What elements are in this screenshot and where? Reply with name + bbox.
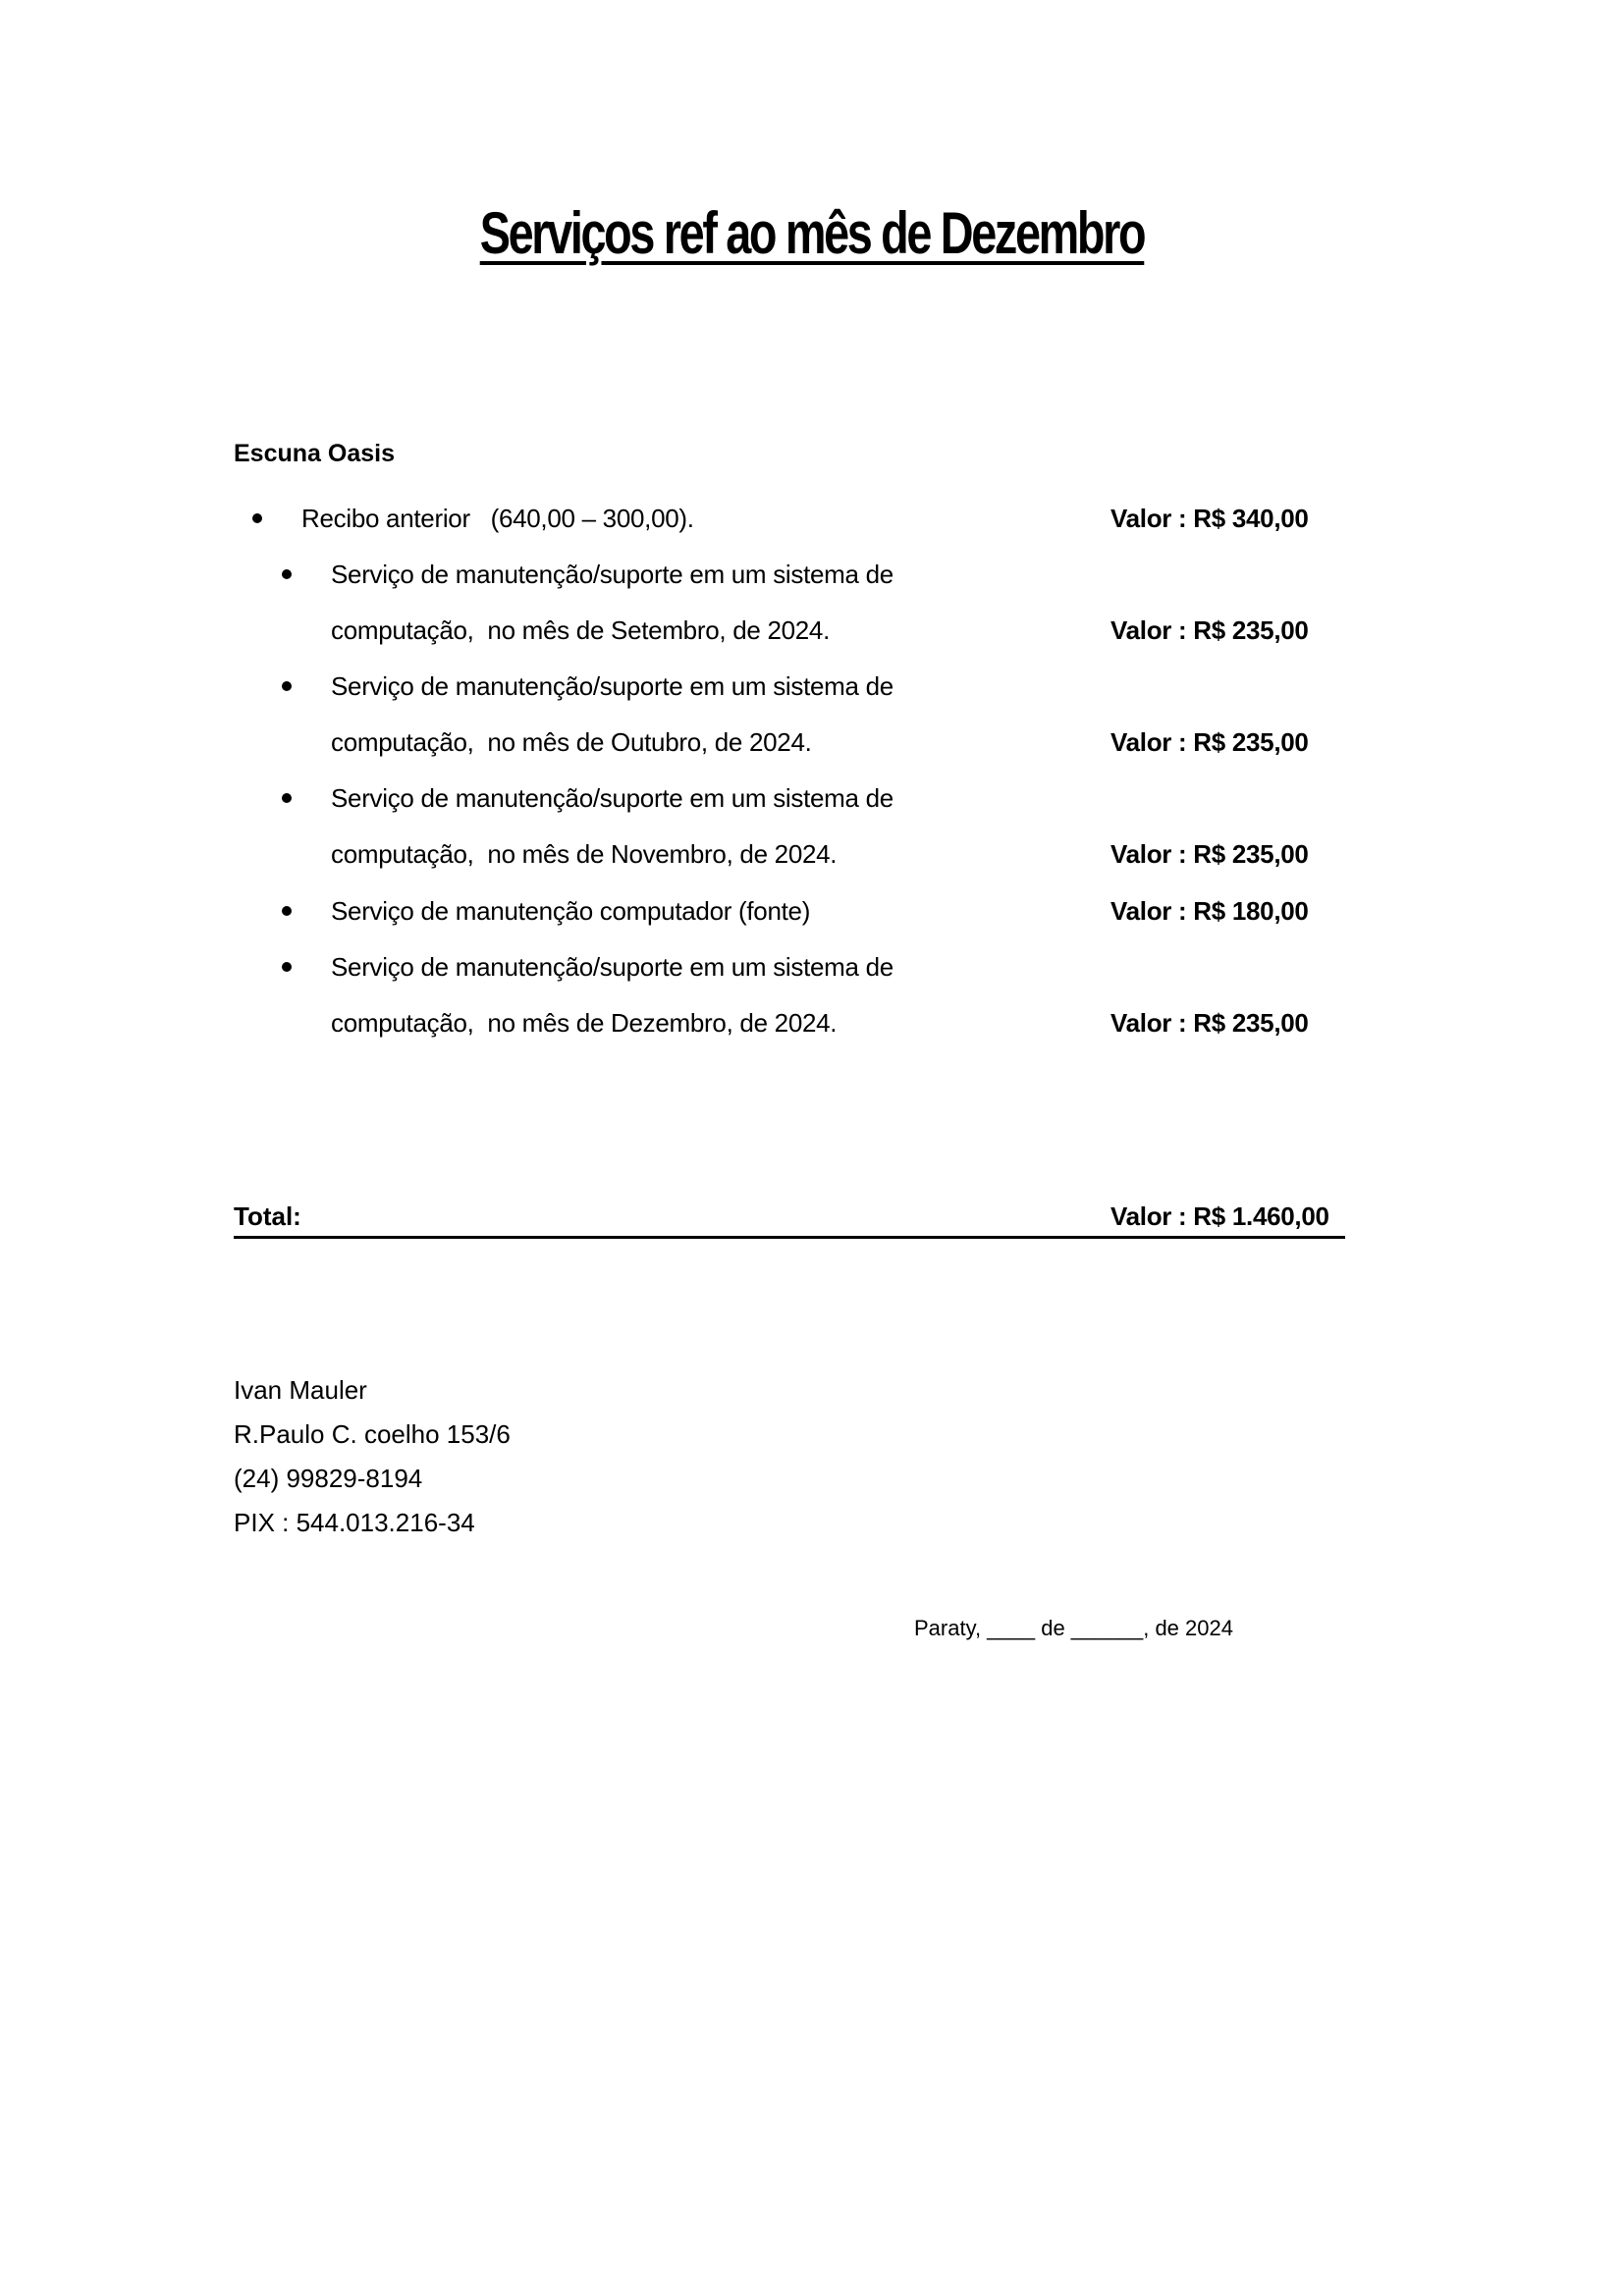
bullet-icon	[282, 906, 292, 916]
item-value: Valor : R$ 235,00	[1110, 615, 1309, 645]
bullet-icon	[282, 681, 292, 691]
contact-name: Ivan Mauler	[234, 1375, 367, 1405]
list-item-fonte	[0, 893, 1624, 929]
item-value: Valor : R$ 235,00	[1110, 839, 1309, 869]
item-description-cont: computação, no mês de Outubro, de 2024.	[331, 727, 812, 757]
item-description: Serviço de manutenção/suporte em um sistema de	[331, 671, 893, 701]
item-value: Valor : R$ 235,00	[1110, 727, 1309, 757]
list-item-dezembro	[0, 949, 1624, 985]
item-description: Recibo anterior (640,00 – 300,00).	[301, 504, 694, 533]
item-description: Serviço de manutenção computador (fonte)	[331, 896, 811, 926]
client-name: Escuna Oasis	[234, 440, 395, 467]
bullet-icon	[282, 569, 292, 579]
list-item-dezembro-cont	[0, 1005, 1624, 1041]
item-description-cont: computação, no mês de Novembro, de 2024.	[331, 839, 838, 869]
item-description-cont: computação, no mês de Dezembro, de 2024.	[331, 1008, 838, 1038]
item-value: Valor : R$ 340,00	[1110, 504, 1309, 533]
bullet-icon	[282, 962, 292, 972]
contact-pix: PIX : 544.013.216-34	[234, 1508, 475, 1537]
item-description: Serviço de manutenção/suporte em um sistema de	[331, 783, 893, 813]
item-value: Valor : R$ 235,00	[1110, 1008, 1309, 1038]
contact-phone: (24) 99829-8194	[234, 1464, 423, 1493]
list-item-novembro	[0, 780, 1624, 816]
bullet-icon	[282, 793, 292, 803]
item-description: Serviço de manutenção/suporte em um sistema de	[331, 560, 893, 589]
document-title-text: Serviços ref ao mês de Dezembro	[479, 200, 1145, 266]
document-title	[179, 194, 1445, 273]
place-date: Paraty, ____ de ______, de 2024	[914, 1616, 1233, 1640]
item-value: Valor : R$ 180,00	[1110, 896, 1309, 926]
list-item-outubro	[0, 668, 1624, 704]
item-description-cont: computação, no mês de Setembro, de 2024.	[331, 615, 831, 645]
contact-address: R.Paulo C. coelho 153/6	[234, 1419, 511, 1449]
total-row	[234, 1199, 1345, 1239]
list-item-outubro-cont	[0, 724, 1624, 760]
bullet-icon	[252, 513, 262, 523]
contact-block	[234, 1368, 511, 1545]
list-item-setembro	[0, 557, 1624, 592]
list-item-setembro-cont	[0, 613, 1624, 648]
list-item-recibo-anterior	[0, 501, 1624, 536]
list-item-novembro-cont	[0, 836, 1624, 872]
total-label: Total:	[234, 1201, 301, 1231]
item-description: Serviço de manutenção/suporte em um sistema de	[331, 952, 893, 982]
total-value: Valor : R$ 1.460,00	[1110, 1201, 1329, 1231]
